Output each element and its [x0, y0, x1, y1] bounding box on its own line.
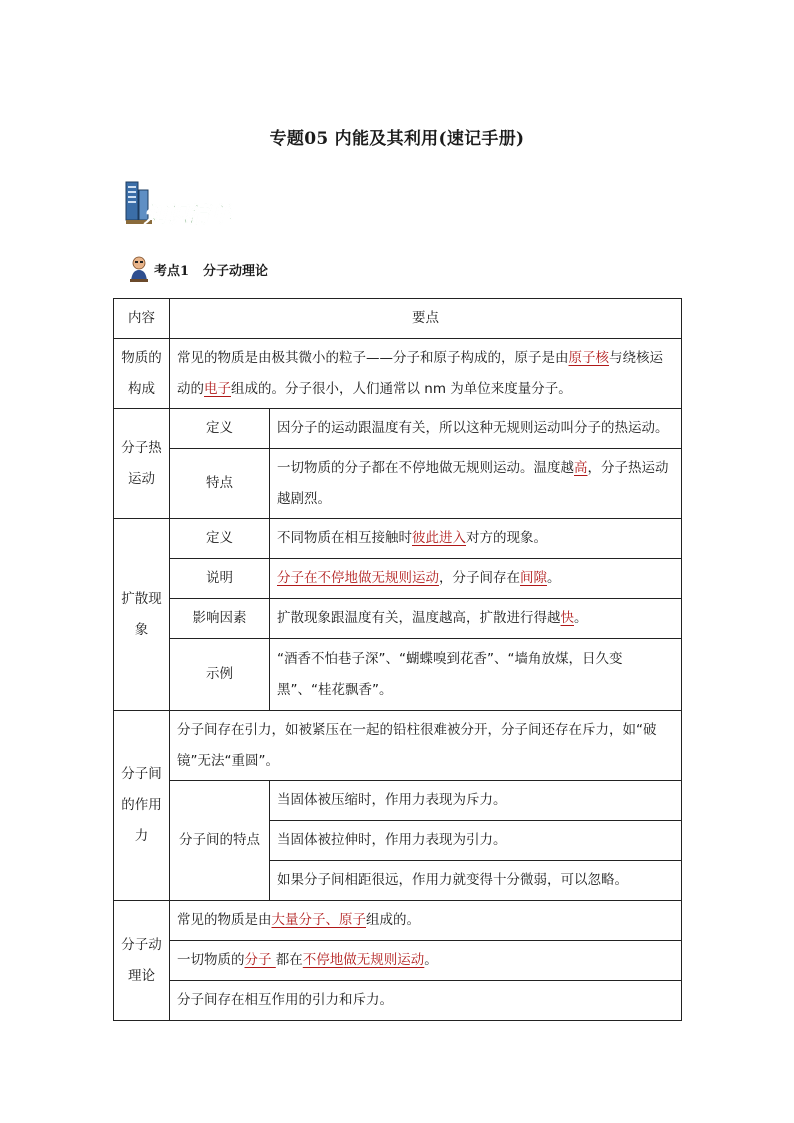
category-diffusion: 扩散现象: [114, 519, 170, 711]
table-row: [114, 711, 682, 781]
knowledge-table: [113, 298, 682, 1021]
table-row: [114, 339, 682, 409]
table-row: [114, 901, 682, 941]
book-stack-icon: [124, 180, 242, 230]
force-item-3: 如果分子间相距很远，作用力就变得十分微弱，可以忽略。: [270, 861, 682, 901]
category-intermolecular-force: 分子间的作用力: [114, 711, 170, 901]
svg-text:知识清单: 知识清单: [144, 203, 233, 228]
thermal-feature-text: 一切物质的分子都在不停地做无规则运动。温度越高，分子热运动越剧烈。: [270, 449, 682, 519]
category-composition: 物质的构成: [114, 339, 170, 409]
force-item-1: 当固体被压缩时，作用力表现为斥力。: [270, 781, 682, 821]
diffusion-def-label: 定义: [170, 519, 270, 559]
theory-row-1: 常见的物质是由大量分子、原子组成的。: [170, 901, 682, 941]
table-header-row: [114, 299, 682, 339]
table-row: [114, 781, 682, 821]
diffusion-factor-text: 扩散现象跟温度有关，温度越高，扩散进行得越快。: [270, 599, 682, 639]
diffusion-explain-label: 说明: [170, 559, 270, 599]
table-row: [114, 519, 682, 559]
knowledge-list-banner: [124, 180, 242, 230]
topic-heading: [128, 254, 282, 284]
category-kinetic-theory: 分子动理论: [114, 901, 170, 1021]
teacher-icon: [128, 255, 150, 283]
topic-name: 分子动理论: [203, 263, 269, 279]
table-row: [114, 559, 682, 599]
topic-number: 考点1: [154, 263, 190, 279]
header-content: 内容: [114, 299, 170, 339]
header-key-points: 要点: [170, 299, 682, 339]
theory-row-2: 一切物质的分子 都在不停地做无规则运动。: [170, 941, 682, 981]
thermal-def-text: 因分子的运动跟温度有关，所以这种无规则运动叫分子的热运动。: [270, 409, 682, 449]
thermal-feature-label: 特点: [170, 449, 270, 519]
diffusion-explain-text: 分子在不停地做无规则运动，分子间存在间隙。: [270, 559, 682, 599]
table-row: [114, 981, 682, 1021]
thermal-def-label: 定义: [170, 409, 270, 449]
diffusion-def-text: 不同物质在相互接触时彼此进入对方的现象。: [270, 519, 682, 559]
force-item-2: 当固体被拉伸时，作用力表现为引力。: [270, 821, 682, 861]
table-row: [114, 409, 682, 449]
diffusion-factor-label: 影响因素: [170, 599, 270, 639]
table-row: [114, 941, 682, 981]
force-intro-text: 分子间存在引力，如被紧压在一起的铅柱很难被分开，分子间还存在斥力，如“破镜”无法“重圆”。: [170, 711, 682, 781]
table-row: [114, 449, 682, 519]
force-feature-label: 分子间的特点: [170, 781, 270, 901]
table-row: [114, 639, 682, 711]
composition-text: 常见的物质是由极其微小的粒子——分子和原子构成的，原子是由原子核与绕核运动的电子组成的。分子很小，人们通常以 nm 为单位来度量分子。: [170, 339, 682, 409]
theory-row-3: 分子间存在相互作用的引力和斥力。: [170, 981, 682, 1021]
diffusion-example-text: “酒香不怕巷子深”、“蝴蝶嗅到花香”、“墙角放煤，日久变黑”、“桂花飘香”。: [270, 639, 682, 711]
page-title: 专题05 内能及其利用(速记手册): [269, 129, 525, 149]
table-row: [114, 599, 682, 639]
category-thermal-motion: 分子热运动: [114, 409, 170, 519]
diffusion-example-label: 示例: [170, 639, 270, 711]
